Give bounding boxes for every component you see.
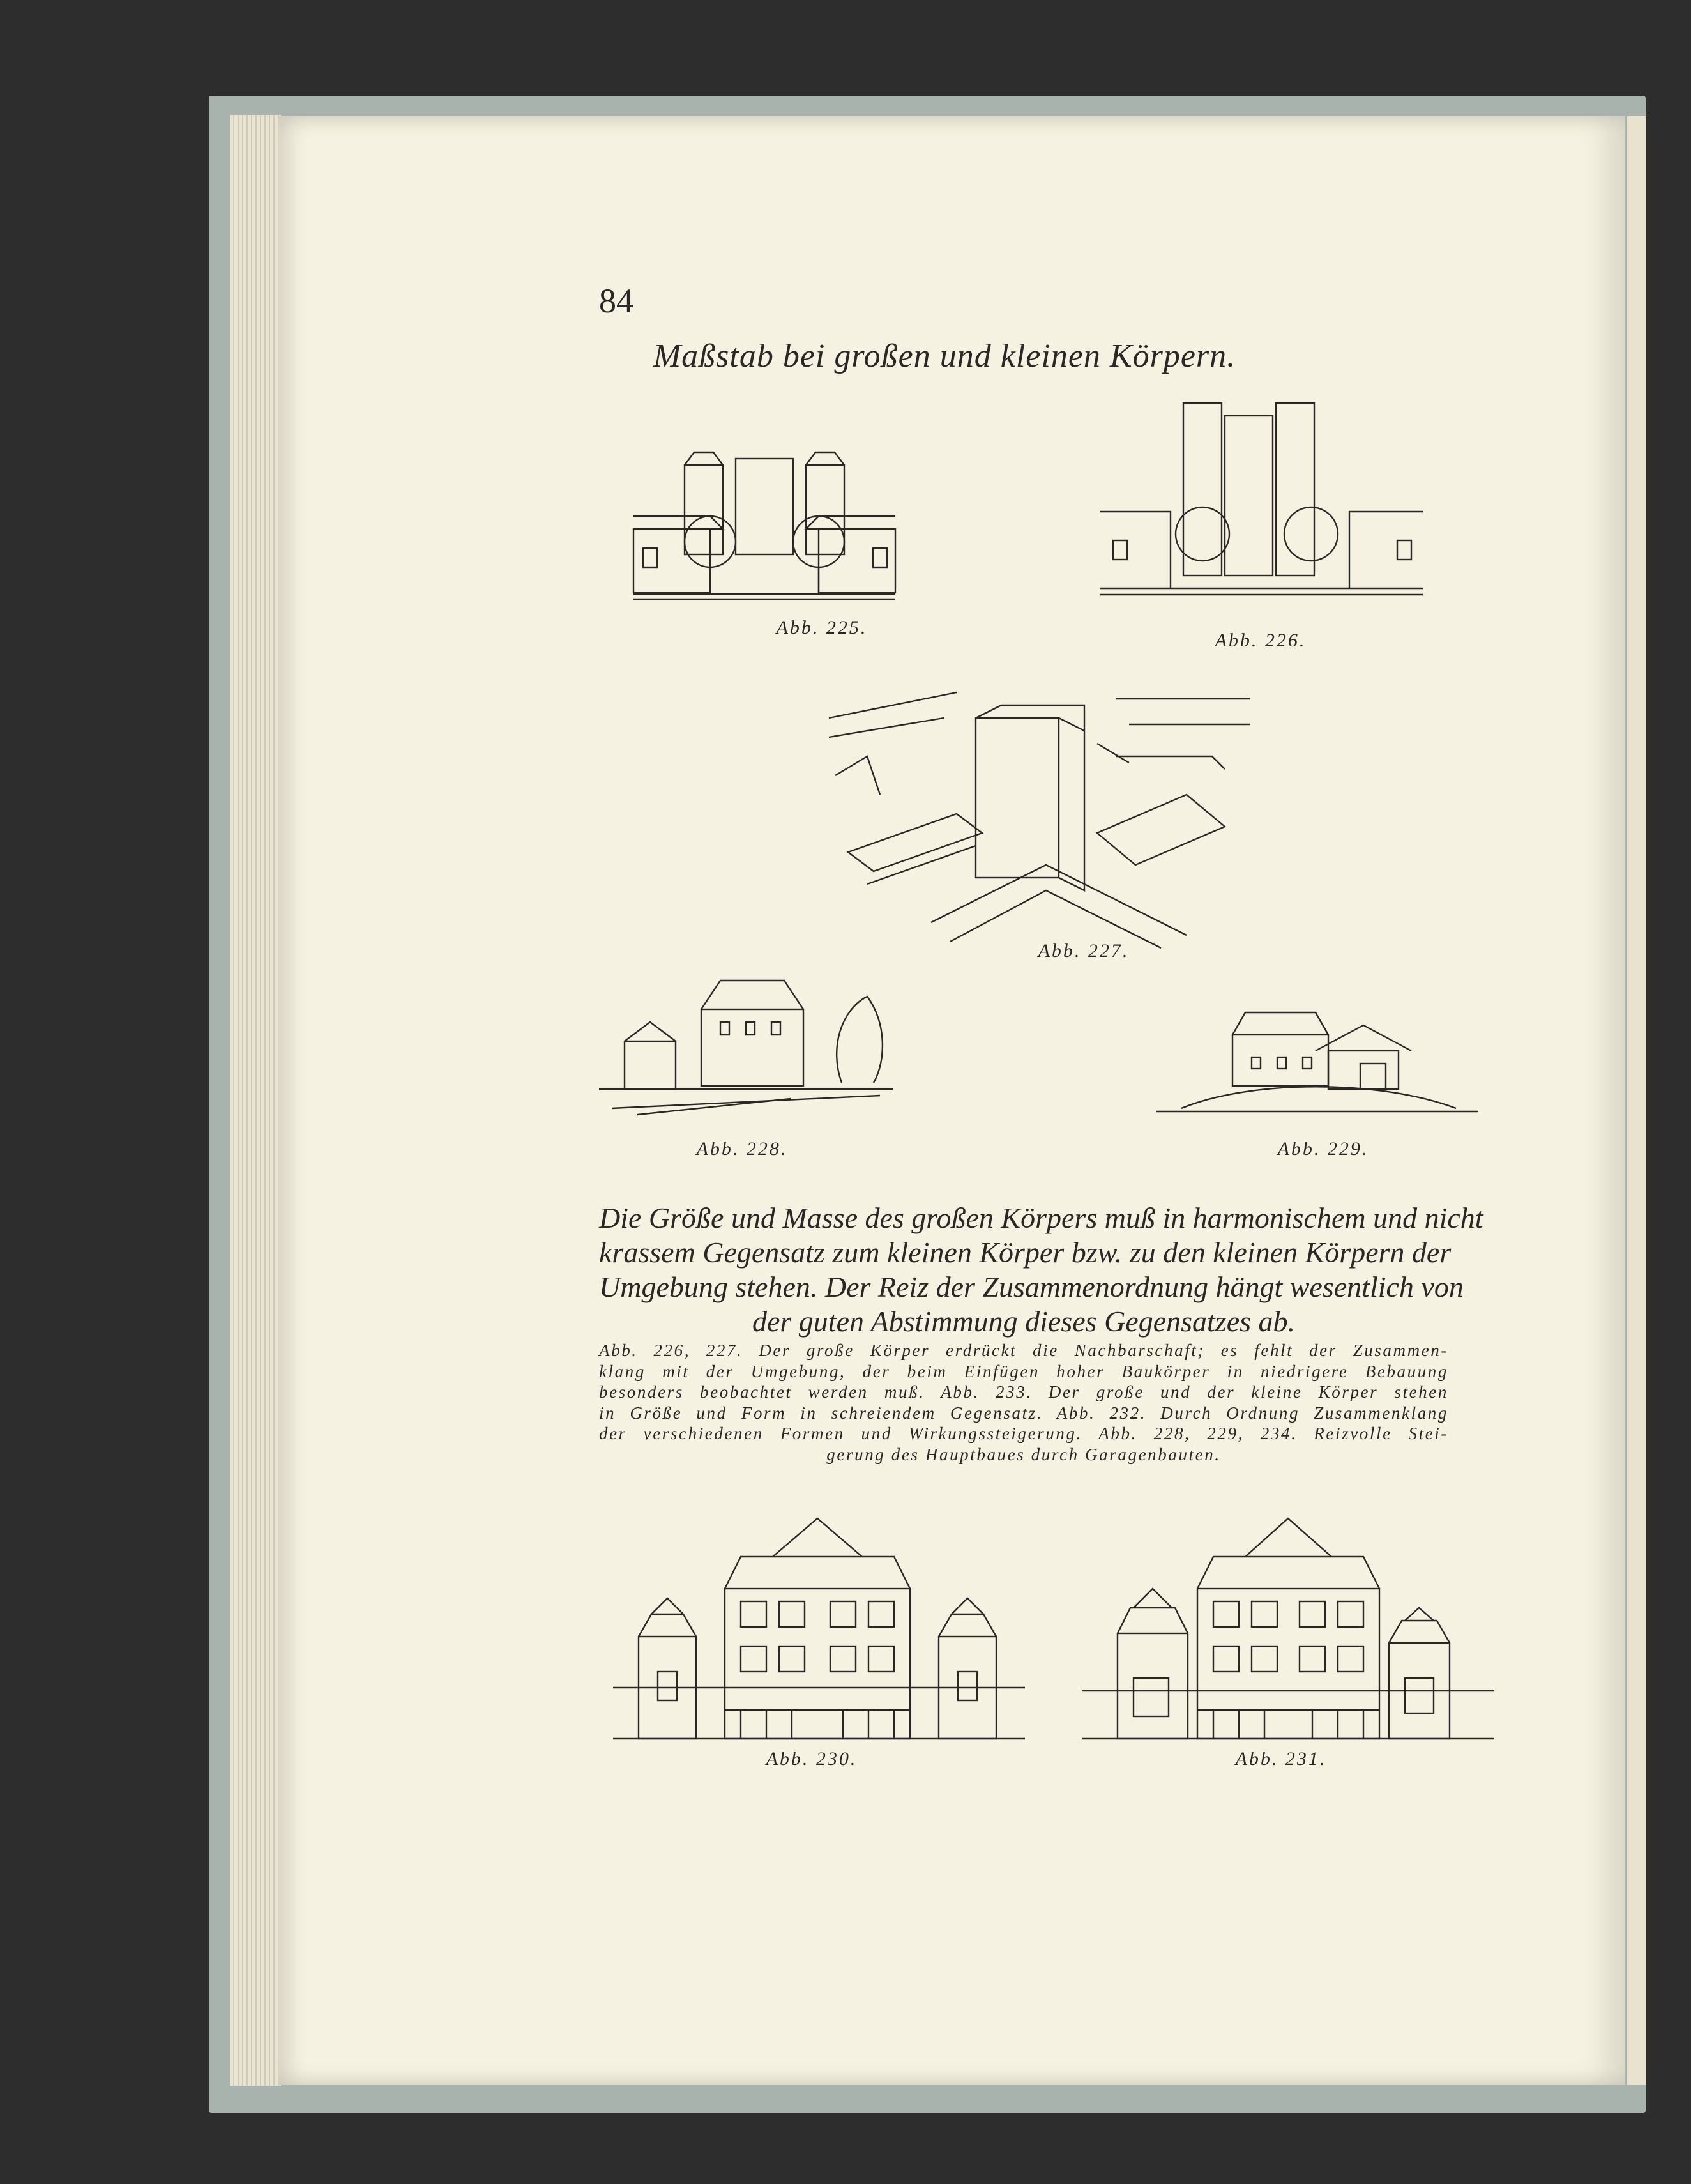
note-line: klang mit der Umgebung, der beim Einfügen hoher Baukörper in niedrigere Bebauung [599, 1361, 1448, 1381]
note-line: Abb. 226, 227. Der große Körper erdrückt die Nachbarschaft; es fehlt der Zusammen- [599, 1341, 1448, 1360]
paragraph-line: Umgebung stehen. Der Reiz der Zusammenordnung hängt wesentlich von [599, 1271, 1464, 1303]
paragraph-line: Die Größe und Masse des großen Körpers muß in harmonischem und nicht [599, 1202, 1483, 1234]
page-edges [230, 115, 281, 2086]
note-line: gerung des Hauptbaues durch Garagenbauten. [826, 1444, 1221, 1464]
illustration-abb-225 [633, 446, 895, 602]
figure-caption-abb-229: Abb. 229. [1277, 1138, 1369, 1159]
illustration-abb-227 [829, 680, 1250, 954]
note-line: der verschiedenen Formen und Wirkungssteigerung. Abb. 228, 229, 234. Reizvolle Stei- [599, 1424, 1448, 1443]
note-line: in Größe und Form in schreiendem Gegensatz. Abb. 232. Durch Ordnung Zusammenklang [599, 1403, 1448, 1423]
figure-caption-abb-228: Abb. 228. [696, 1138, 788, 1159]
figure-caption-abb-226: Abb. 226. [1215, 630, 1307, 651]
figure-caption-abb-231: Abb. 231. [1235, 1748, 1327, 1769]
figure-caption-abb-230: Abb. 230. [766, 1748, 858, 1769]
page-title: Maßstab bei großen und kleinen Körpern. [653, 338, 1236, 374]
page-number: 84 [599, 282, 633, 320]
figure-notes [599, 1340, 1448, 1465]
paragraph-line: der guten Abstimmung dieses Gegensatzes ab. [752, 1305, 1296, 1338]
body-paragraph [599, 1201, 1483, 1339]
illustration-abb-231 [1082, 1518, 1494, 1742]
paragraph-line: krassem Gegensatz zum kleinen Körper bzw. zu den kleinen Körpern der [599, 1236, 1452, 1269]
illustration-abb-229 [1156, 1003, 1478, 1115]
illustration-abb-230 [613, 1518, 1025, 1742]
figure-caption-abb-225: Abb. 225. [776, 617, 868, 638]
note-line: besonders beobachtet werden muß. Abb. 233. Der große und der kleine Körper stehen [599, 1382, 1448, 1401]
illustration-abb-226 [1100, 397, 1423, 598]
figure-caption-abb-227: Abb. 227. [1038, 940, 1130, 961]
illustration-abb-228 [599, 971, 893, 1115]
facing-page-edge [1627, 116, 1646, 2085]
